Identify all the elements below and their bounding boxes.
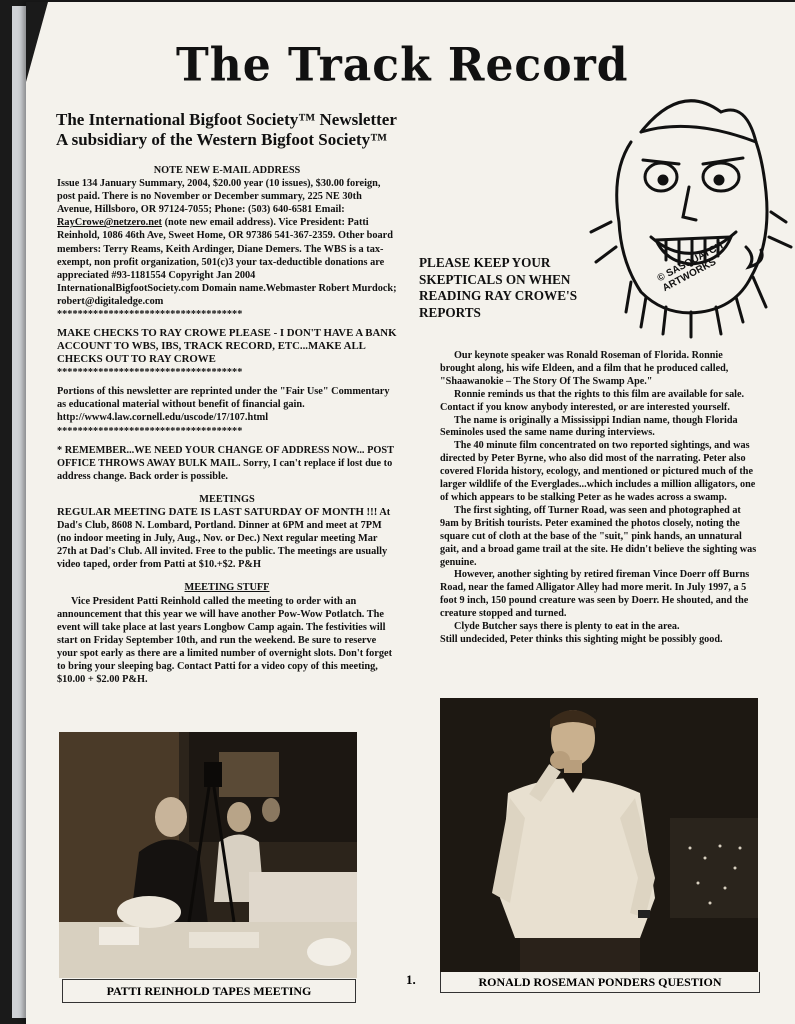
article-paragraph: The 40 minute film concentrated on two reported sightings, and was directed by Peter Byrne, who also did most of the narrating. Peter also covered Florida history, ecology, and mentioned or pictured much of the larger wildlife of the Everglades...which includes a million alligators, one of which appears to be stalking Peter as he wades across a swamp. [440,440,756,503]
checks-note: MAKE CHECKS TO RAY CROWE PLEASE - I DON'T HAVE A BANK ACCOUNT TO WBS, IBS, TRACK RECORD, ETC...MAKE ALL CHECKS OUT TO RAY CROWE [57,327,397,366]
header-line-2: A subsidiary of the Western Bigfoot Society™ [56,130,388,149]
right-column [440,350,758,647]
society-header [56,110,436,150]
page-number: 1. [406,972,416,987]
left-photo-caption: PATTI REINHOLD TAPES MEETING [62,979,356,1003]
divider-stars: ************************************ [57,367,243,379]
article-paragraph: The name is originally a Mississippi Indian name, though Florida Seminoles used the same name during interviews. [440,414,738,439]
skeptic-note: PLEASE KEEP YOUR SKEPTICALS ON WHEN READING RAY CROWE'S REPORTS [419,255,578,320]
folded-corner [26,2,48,82]
speaker-photo-image [440,698,758,972]
article-paragraph: The first sighting, off Turner Road, was seen and photographed at 9am by British tourists. Peter examined the photos closely, noting the square cut of cloth at the base of the "suit," pink hands, an unnatural gait, and a broad game trail at the site. He didn't believe the sighting was genuine. [440,504,757,568]
bigfoot-sketch-icon [571,72,795,342]
article-paragraph: Our keynote speaker was Ronald Roseman of Florida. Ronnie brought along, his wife Eldeen, and a film that he produced called, "Shaawanokie – The Story Of The Swamp Ape." [440,350,729,387]
meeting-photo [59,732,357,978]
issue-info: Issue 134 January Summary, 2004, $20.00 year (10 issues), $30.00 foreign, post paid. There is no November or December summary, 225 NE 30th Avenue, Hillsboro, OR 97124-7055; Phone: (503) 640-6581 Email: RayCrowe@netzero.net (note new email address). Vice President: Patti Reinhold, 1086 46th Ave, Sweet Home, OR 97386 541-367-2359. Other board members: Terry Reams, Keith Ardinger, Diane Demers. The WBS is a tax-exempt, non profit organization, 501(c)3 your tax-deductible donations are appreciated #93-1181554 Copyright Jan 2004 InternationalBigfootSociety.com Domain name.Webmaster Robert Murdock; robert@digitaledge.com [57,178,397,307]
artwork-credit: © SASQUATCH ARTWORKS [655,240,726,294]
meeting-stuff-heading: MEETING STUFF [184,582,270,594]
divider-stars: ************************************ [57,425,243,437]
left-column [57,164,397,686]
email-heading: NOTE NEW E-MAIL ADDRESS [153,165,301,176]
email-link[interactable]: RayCrowe@netzero.net [57,217,162,229]
right-photo-caption: RONALD ROSEMAN PONDERS QUESTION [440,972,760,993]
article-paragraph: Still undecided, Peter thinks this sighting might be possibly good. [440,633,723,645]
header-line-1: The International Bigfoot Society™ Newsletter [56,110,397,129]
meetings-heading: MEETINGS [199,493,255,505]
article-paragraph: However, another sighting by retired fireman Vince Doerr off Burns Road, near the famed Alligator Alley had more merit. In July 1997, a 5 foot 9 inch, 150 pound creature was seen by Doerr. He shouted, and the creature stopped and turned. [440,569,750,620]
article-paragraph: Clyde Butcher says there is plenty to eat in the area. [454,621,680,633]
address-change-note: * REMEMBER...WE NEED YOUR CHANGE OF ADDRESS NOW... POST OFFICE THROWS AWAY BULK MAIL. Sorry, I can't replace if lost due to address change. Back order is possible. [57,444,394,482]
meeting-photo-image [59,732,357,978]
meetings-info: REGULAR MEETING DATE IS LAST SATURDAY OF MONTH !!! At Dad's Club, 8608 N. Lombard, Portland. Dinner at 6PM and meet at 7PM (no indoor meeting in July, Aug., Nov. or Dec.) Next regular meeting Mar 27th at Dad's Club. All invited. Free to the public. The meetings are usually video taped, order from Patti at $10.+$2. P&H [57,505,391,571]
meeting-stuff-text: Vice President Patti Reinhold called the meeting to order with an announcement that this year we will have another Pow-Wow Potlatch. The event will take place at last years Longbow Camp again. The festivities will start on Friday September 10th, and run the weekend. Be sure to reserve your spot early as there are a limited number of overnight slots. Don't forget to bring your sleeping bag. Contact Patti for a video copy of this meeting, $10.00 + $2.00 P&H. [57,595,392,686]
divider-stars: ************************************ [57,309,243,321]
speaker-photo [440,698,758,972]
masthead-title: The Track Record [176,38,629,93]
article-paragraph: Ronnie reminds us that the rights to this film are available for sale. Contact if you know anybody interested, or are interested yourself. [440,388,745,413]
newsletter-page [26,2,795,1024]
fair-use-note: Portions of this newsletter are reprinted under the "Fair Use" Commentary as educational material without benefit of financial gain. http://www4.law.cornell.edu/uscode/17/107.html [57,386,390,424]
